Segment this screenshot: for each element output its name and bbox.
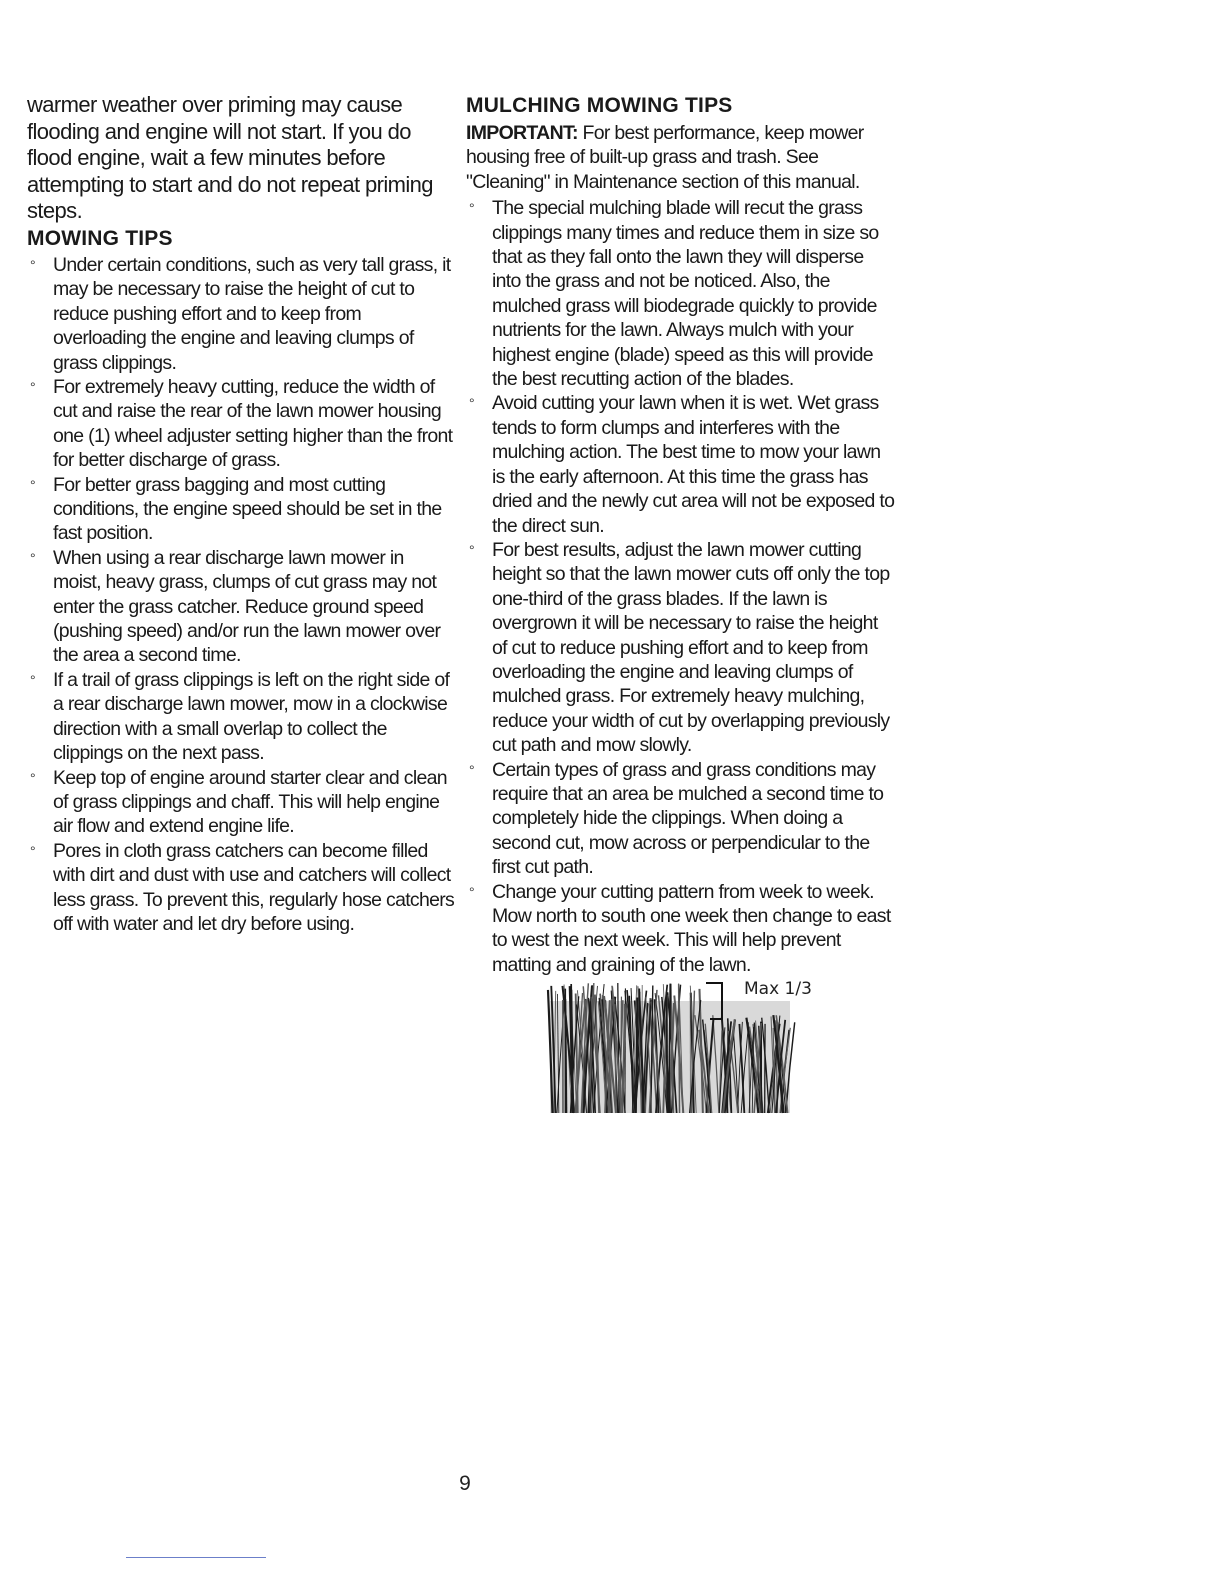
list-item: ° Keep top of engine around starter clear and clean of grass clippings and chaff. This will help engine air flow and extend engine life.: [30, 766, 447, 838]
bullet-icon: °: [30, 476, 35, 493]
important-text: For best performance, keep mower housing free of built-up grass and trash. See "Cleaning" in Maintenance section of this manual.: [466, 122, 864, 193]
list-item: ° Pores in cloth grass catchers can become filled with dirt and dust with use and catchers will collect less grass. To prevent this, regularly hose catchers off with water and let dry before using.: [30, 839, 455, 935]
priming-continuation-text: warmer weather over priming may cause flooding and engine will not start. If you do flood engine, wait a few minutes before attempting to start and do not repeat priming steps.: [27, 92, 433, 224]
mulching-tips-heading: MULCHING MOWING TIPS: [466, 94, 733, 117]
mowing-tips-heading: MOWING TIPS: [27, 226, 173, 250]
bullet-icon: °: [30, 842, 35, 859]
list-item: ° For best results, adjust the lawn mower cutting height so that the lawn mower cuts off only the top one-third of the grass blades. If the lawn is overgrown it will be necessary to raise the height of cut to reduce pushing effort and to keep from overloading the engine and leaving clumps of mulched grass. For extremely heavy mulching, reduce your width of cut by overlapping previously cut path and mow slowly.: [469, 538, 890, 757]
bullet-icon: °: [469, 200, 474, 217]
grass-blade: [667, 992, 668, 1113]
grass-height-figure: [536, 971, 866, 1121]
important-note: [466, 121, 896, 194]
bullet-icon: °: [30, 256, 35, 273]
list-item: ° The special mulching blade will recut the grass clippings many times and reduce them in size so that as they fall onto the lawn they will disperse into the grass and not be noticed. Also, the mulched grass will biodegrade quickly to provide nutrients for the lawn. Always mulch with your highest engine (blade) speed as this will provide the best recutting action of the blades.: [469, 197, 879, 391]
important-label: IMPORTANT:: [466, 122, 578, 144]
mulching-tips-list: [466, 196, 896, 977]
list-item: ° Avoid cutting your lawn when it is wet. Wet grass tends to form clumps and interferes with the mulching action. The best time to mow your lawn is the early afternoon. At this time the grass has dried and the newly cut area will not be exposed to the direct sun.: [469, 392, 895, 537]
list-item: ° If a trail of grass clippings is left on the right side of a rear discharge lawn mower, mow in a clockwise direction with a small overlap to collect the clippings on the next pass.: [30, 668, 450, 765]
bullet-icon: °: [30, 671, 35, 688]
bullet-icon: °: [469, 883, 474, 900]
bullet-icon: °: [30, 769, 35, 786]
mowing-tips-list: [27, 253, 455, 936]
bullet-icon: °: [469, 541, 474, 558]
list-item: ° When using a rear discharge lawn mower in moist, heavy grass, clumps of cut grass may not enter the grass catcher. Reduce ground speed (pushing speed) and/or run the lawn mower over the area a second time.: [30, 546, 441, 667]
bullet-icon: °: [469, 395, 474, 412]
list-item: ° Certain types of grass and grass conditions may require that an area be mulched a second time to completely hide the clippings. When doing a second cut, mow across or perpendicular to the first cut path.: [469, 758, 884, 879]
footer-rule: [126, 1557, 266, 1558]
bullet-icon: °: [469, 761, 474, 778]
list-item: ° For extremely heavy cutting, reduce the width of cut and raise the rear of the lawn mower housing one (1) wheel adjuster setting higher than the front for better discharge of grass.: [30, 376, 453, 472]
right-column: [466, 92, 896, 1121]
max-one-third-label: Max 1/3: [744, 979, 812, 1000]
bullet-icon: °: [30, 549, 35, 566]
list-item: ° Change your cutting pattern from week to week. Mow north to south one week then change to east to west the next week. This will help prevent matting and graining of the lawn.: [469, 880, 891, 976]
list-item: ° For better grass bagging and most cutting conditions, the engine speed should be set in the fast position.: [30, 473, 442, 545]
grass-illustration: [536, 971, 866, 1121]
bullet-icon: °: [30, 379, 35, 395]
list-item: ° Under certain conditions, such as very tall grass, it may be necessary to raise the height of cut to reduce pushing effort and to keep from overloading the engine and leaving clumps of grass clippings.: [30, 253, 451, 374]
grass-blade: [679, 984, 680, 1113]
page-number: 9: [459, 1472, 471, 1495]
left-column: [27, 92, 455, 936]
